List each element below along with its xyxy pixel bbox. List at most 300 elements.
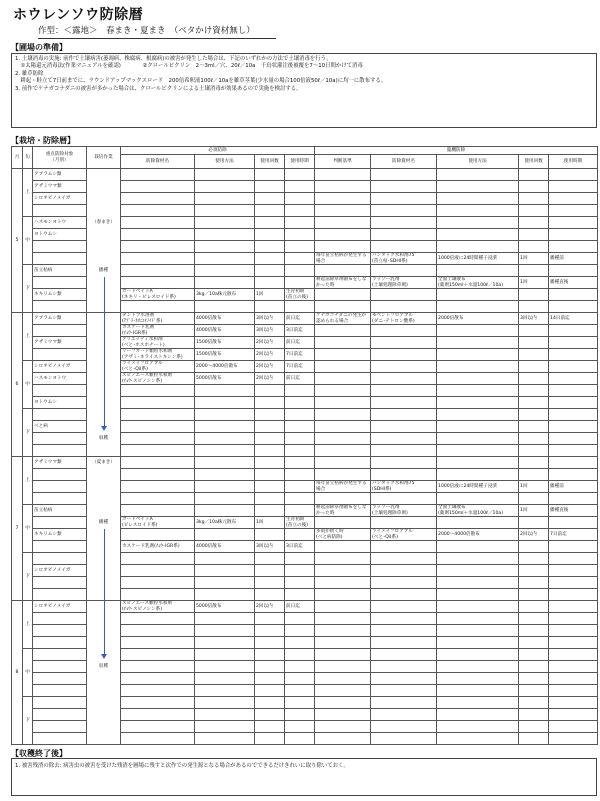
header-optional: 臨機防除 <box>315 147 598 155</box>
req-method-cell: 4000倍散布 <box>195 313 255 325</box>
opt-criteria-cell <box>315 601 371 613</box>
opt-method-cell <box>437 325 519 337</box>
opt-name-cell <box>371 625 437 637</box>
req-method-cell <box>195 385 255 397</box>
req-timing-cell <box>285 709 315 721</box>
opt-times-cell <box>519 229 549 241</box>
req-method-cell: 1500倍散布 <box>195 337 255 349</box>
prep-line: 2. 雑草防除 <box>15 70 44 77</box>
table-row <box>12 661 598 673</box>
opt-name-cell: ラッソー乳剤 (土壌処理除草剤) <box>371 277 437 289</box>
opt-method-cell <box>437 181 519 193</box>
req-name-cell <box>121 577 195 589</box>
opt-times-cell <box>519 493 549 505</box>
opt-name-cell <box>371 457 437 469</box>
header-opt-times: 使用回数 <box>519 155 549 169</box>
opt-method-cell <box>437 733 519 745</box>
req-timing-cell: 前日迄 <box>285 337 315 349</box>
opt-name-cell <box>371 517 437 529</box>
opt-timing-cell <box>549 169 598 181</box>
req-name-cell <box>121 265 195 277</box>
req-method-cell <box>195 613 255 625</box>
opt-method-cell <box>437 229 519 241</box>
opt-criteria-cell <box>315 625 371 637</box>
req-times-cell <box>255 613 285 625</box>
target-label: アザミウマ類 <box>33 181 87 193</box>
opt-name-cell <box>371 289 437 301</box>
req-times-cell <box>255 217 285 229</box>
opt-timing-cell <box>549 265 598 277</box>
opt-criteria-cell <box>315 565 371 577</box>
opt-criteria-cell <box>315 241 371 253</box>
req-times-cell <box>255 421 285 433</box>
opt-method-cell <box>437 601 519 613</box>
req-timing-cell <box>285 673 315 685</box>
req-timing-cell <box>285 457 315 469</box>
target-label: ハスモンヨトウ <box>33 373 87 385</box>
opt-method-cell: 1000倍液に24時間種子浸漬 <box>437 481 519 493</box>
work-label: 播種 <box>87 265 121 277</box>
opt-method-cell <box>437 421 519 433</box>
opt-method-cell <box>437 721 519 733</box>
opt-name-cell <box>371 661 437 673</box>
req-name-cell: ライメイフロアブル (べと･QiI系) <box>121 361 195 373</box>
opt-method-cell <box>437 565 519 577</box>
req-method-cell <box>195 205 255 217</box>
opt-timing-cell: 14日前迄 <box>549 313 598 325</box>
header-opt-timing: 使用時期 <box>549 155 598 169</box>
opt-timing-cell: 播種直後 <box>549 277 598 289</box>
opt-criteria-cell <box>315 721 371 733</box>
req-timing-cell <box>285 181 315 193</box>
opt-timing-cell <box>549 397 598 409</box>
req-name-cell: リーフガード顆粒水和剤 (アザミ･ネライストキシン系) <box>121 349 195 361</box>
req-times-cell <box>255 493 285 505</box>
opt-times-cell: 1回 <box>519 277 549 289</box>
req-times-cell: 2回以内 <box>255 337 285 349</box>
opt-criteria-cell <box>315 661 371 673</box>
table-row <box>12 265 598 277</box>
opt-timing-cell: 播種直後 <box>549 505 598 517</box>
header-req-times: 使用回数 <box>255 155 285 169</box>
opt-name-cell: モベントフロアブル (ダニ･テトロン酸系) <box>371 313 437 325</box>
work-label: （春まき） <box>87 217 121 229</box>
req-method-cell <box>195 529 255 541</box>
req-times-cell <box>255 205 285 217</box>
req-times-cell <box>255 301 285 313</box>
decade-cell: 上 <box>23 313 33 361</box>
work-cell <box>87 481 121 493</box>
target-label: べと病 <box>33 421 87 433</box>
req-name-cell <box>121 625 195 637</box>
opt-timing-cell <box>549 601 598 613</box>
opt-times-cell <box>519 673 549 685</box>
opt-method-cell: 2000～4000倍散布 <box>437 529 519 541</box>
opt-criteria-cell <box>315 337 371 349</box>
opt-method-cell <box>437 193 519 205</box>
opt-method-cell <box>437 289 519 301</box>
opt-name-cell <box>371 217 437 229</box>
opt-name-cell <box>371 601 437 613</box>
req-times-cell: 3回以内 <box>255 325 285 337</box>
table-row <box>12 613 598 625</box>
req-times-cell: 2回以内 <box>255 373 285 385</box>
req-timing-cell: 生育初期 (苗立の後) <box>285 289 315 301</box>
opt-timing-cell <box>549 373 598 385</box>
opt-name-cell <box>371 493 437 505</box>
req-method-cell <box>195 481 255 493</box>
opt-times-cell <box>519 565 549 577</box>
target-cell <box>33 553 87 565</box>
table-row <box>12 181 598 193</box>
opt-method-cell: 全面土壌散布 (薬剤150ml＋水量100ℓ／10a) <box>437 505 519 517</box>
req-name-cell: ガードベイトA (ピレスロイド系) <box>121 517 195 529</box>
opt-timing-cell <box>549 673 598 685</box>
table-row <box>12 649 598 661</box>
opt-times-cell <box>519 265 549 277</box>
work-cell <box>87 469 121 481</box>
opt-name-cell <box>371 205 437 217</box>
opt-timing-cell <box>549 301 598 313</box>
target-label: ヨトウムシ <box>33 229 87 241</box>
req-method-cell: 5000倍散布 <box>195 373 255 385</box>
target-cell <box>33 589 87 601</box>
prep-line: ①太陽還元消毒法(作業マニュアルを確認) ②クロールピクリン 2～3ml／穴、20ℓ／10a 千鳥状灌注後被覆を7～10日間かけて消毒 <box>15 63 363 70</box>
opt-timing-cell <box>549 433 598 445</box>
target-cell <box>33 613 87 625</box>
opt-timing-cell <box>549 349 598 361</box>
req-method-cell <box>195 265 255 277</box>
req-name-cell <box>121 277 195 289</box>
opt-name-cell <box>371 565 437 577</box>
work-cell <box>87 229 121 241</box>
after-line: 1. 被害残渣の除去: 病害虫の被害を受けた残渣を圃場に残すと次作での発生源となる場合があるのでできるだけきれいに取り除いておく。 <box>15 763 349 769</box>
req-timing-cell <box>285 433 315 445</box>
opt-criteria-cell: 多雨が続く時 (べと病防除) <box>315 529 371 541</box>
decade-cell: 下 <box>23 697 33 745</box>
req-name-cell <box>121 661 195 673</box>
target-label: シロオビノメイガ <box>33 193 87 205</box>
opt-method-cell <box>437 493 519 505</box>
req-method-cell <box>195 589 255 601</box>
target-cell <box>33 349 87 361</box>
work-cell <box>87 685 121 697</box>
after-heading: 【収穫終了後】 <box>11 749 67 758</box>
summer-arrow-head <box>101 654 107 659</box>
opt-times-cell <box>519 661 549 673</box>
opt-times-cell <box>519 373 549 385</box>
req-method-cell <box>195 397 255 409</box>
opt-name-cell <box>371 397 437 409</box>
req-name-cell: スピノエース顆粒水和剤 (ﾁｮｳ･スピノシン系) <box>121 601 195 613</box>
target-cell <box>33 733 87 745</box>
req-method-cell <box>195 229 255 241</box>
opt-method-cell <box>437 445 519 457</box>
req-name-cell: ダントツ水溶剤 (ｱﾌﾞﾗ･ﾈｵﾆｺﾁﾉｲﾄﾞ系) <box>121 313 195 325</box>
req-name-cell <box>121 613 195 625</box>
opt-criteria-cell <box>315 541 371 553</box>
table-row <box>12 577 598 589</box>
opt-name-cell <box>371 325 437 337</box>
opt-criteria-cell <box>315 637 371 649</box>
req-method-cell <box>195 697 255 709</box>
req-timing-cell <box>285 217 315 229</box>
req-method-cell <box>195 637 255 649</box>
opt-criteria-cell <box>315 709 371 721</box>
req-method-cell: 2000～4000倍散布 <box>195 361 255 373</box>
target-label: ネキリムシ類 <box>33 289 87 301</box>
opt-timing-cell <box>549 577 598 589</box>
opt-criteria-cell <box>315 325 371 337</box>
req-name-cell <box>121 673 195 685</box>
opt-times-cell <box>519 721 549 733</box>
header-decade: 旬 <box>23 147 33 169</box>
req-name-cell <box>121 217 195 229</box>
req-name-cell <box>121 493 195 505</box>
req-name-cell <box>121 457 195 469</box>
decade-cell: 下 <box>23 265 33 313</box>
opt-criteria-cell <box>315 349 371 361</box>
req-times-cell <box>255 253 285 265</box>
summer-arrow-line <box>104 529 105 654</box>
req-timing-cell <box>285 565 315 577</box>
req-method-cell <box>195 505 255 517</box>
req-name-cell <box>121 589 195 601</box>
work-cell <box>87 505 121 517</box>
opt-name-cell <box>371 721 437 733</box>
opt-method-cell <box>437 433 519 445</box>
opt-method-cell <box>437 205 519 217</box>
opt-name-cell <box>371 349 437 361</box>
table-row <box>12 565 598 577</box>
req-timing-cell <box>285 481 315 493</box>
req-timing-cell: 3日前迄 <box>285 541 315 553</box>
table-row <box>12 517 598 529</box>
opt-timing-cell <box>549 361 598 373</box>
target-cell <box>33 541 87 553</box>
opt-timing-cell <box>549 205 598 217</box>
target-label: ヨトウムシ <box>33 397 87 409</box>
req-name-cell <box>121 253 195 265</box>
opt-times-cell <box>519 409 549 421</box>
req-timing-cell <box>285 529 315 541</box>
table-row <box>12 733 598 745</box>
req-method-cell <box>195 241 255 253</box>
req-times-cell <box>255 625 285 637</box>
req-times-cell: 2回以内 <box>255 601 285 613</box>
req-times-cell <box>255 709 285 721</box>
req-times-cell <box>255 481 285 493</box>
req-name-cell: スピノエース顆粒水和剤 (ﾁｮｳ･スピノシン系) <box>121 373 195 385</box>
table-row <box>12 313 598 325</box>
opt-times-cell <box>519 349 549 361</box>
req-timing-cell <box>285 721 315 733</box>
month-cell: 7 <box>12 457 23 601</box>
opt-criteria-cell <box>315 181 371 193</box>
target-label: シロオビノメイガ <box>33 361 87 373</box>
req-method-cell <box>195 301 255 313</box>
opt-name-cell <box>371 385 437 397</box>
req-times-cell: 2回以内 <box>255 349 285 361</box>
decade-cell: 下 <box>23 553 33 601</box>
req-times-cell: 2回以内 <box>255 361 285 373</box>
target-cell <box>33 649 87 661</box>
table-row <box>12 589 598 601</box>
req-method-cell <box>195 433 255 445</box>
target-cell <box>33 301 87 313</box>
prep-heading: 【圃場の準備】 <box>11 43 67 52</box>
req-times-cell <box>255 445 285 457</box>
decade-cell: 上 <box>23 169 33 217</box>
target-label: アブラムシ類 <box>33 313 87 325</box>
opt-name-cell <box>371 733 437 745</box>
req-timing-cell <box>285 733 315 745</box>
opt-timing-cell <box>549 553 598 565</box>
opt-times-cell <box>519 697 549 709</box>
table-row <box>12 469 598 481</box>
work-label: （夏まき） <box>87 457 121 469</box>
req-method-cell <box>195 181 255 193</box>
req-timing-cell <box>285 697 315 709</box>
opt-times-cell <box>519 193 549 205</box>
table-row <box>12 697 598 709</box>
decade-cell: 中 <box>23 505 33 553</box>
prep-line: 耕起・畦立て7日前までに、ラウンドアップマックスロード 200倍希釈液100ℓ／10aを雑草茎葉(少水量の場合100倍液50ℓ／10a)に均一に散布する。 <box>15 78 387 85</box>
header-opt-method: 使用方法 <box>437 155 519 169</box>
work-cell <box>87 241 121 253</box>
req-times-cell <box>255 277 285 289</box>
opt-timing-cell <box>549 289 598 301</box>
table-row <box>12 253 598 265</box>
opt-times-cell: 1回 <box>519 253 549 265</box>
req-name-cell <box>121 637 195 649</box>
target-cell <box>33 277 87 289</box>
req-method-cell <box>195 469 255 481</box>
opt-name-cell <box>371 229 437 241</box>
opt-name-cell <box>371 373 437 385</box>
opt-method-cell: 1000倍液に24時間種子浸漬 <box>437 253 519 265</box>
opt-name-cell <box>371 649 437 661</box>
req-times-cell <box>255 529 285 541</box>
table-row <box>12 325 598 337</box>
req-name-cell <box>121 709 195 721</box>
opt-name-cell <box>371 697 437 709</box>
opt-method-cell: 2000倍散布 <box>437 313 519 325</box>
opt-criteria-cell <box>315 361 371 373</box>
opt-name-cell <box>371 169 437 181</box>
table-row <box>12 349 598 361</box>
opt-method-cell <box>437 457 519 469</box>
target-cell <box>33 433 87 445</box>
req-method-cell <box>195 553 255 565</box>
opt-criteria-cell <box>315 517 371 529</box>
opt-times-cell: 1回 <box>519 505 549 517</box>
req-name-cell <box>121 565 195 577</box>
req-name-cell <box>121 469 195 481</box>
opt-name-cell <box>371 589 437 601</box>
opt-times-cell <box>519 541 549 553</box>
opt-times-cell <box>519 337 549 349</box>
opt-times-cell <box>519 709 549 721</box>
req-method-cell: 4000倍散布 <box>195 325 255 337</box>
target-cell <box>33 253 87 265</box>
req-timing-cell <box>285 553 315 565</box>
table-row <box>12 361 598 373</box>
table-row <box>12 421 598 433</box>
req-method-cell: 4000倍散布 <box>195 541 255 553</box>
opt-criteria-cell <box>315 229 371 241</box>
opt-method-cell: 全面土壌散布 (薬剤150ml＋水量100ℓ／10a) <box>437 277 519 289</box>
req-method-cell <box>195 409 255 421</box>
table-row <box>12 397 598 409</box>
opt-name-cell <box>371 541 437 553</box>
table-row <box>12 625 598 637</box>
opt-timing-cell <box>549 661 598 673</box>
opt-name-cell <box>371 685 437 697</box>
req-method-cell <box>195 421 255 433</box>
opt-times-cell <box>519 181 549 193</box>
req-times-cell <box>255 553 285 565</box>
target-cell <box>33 661 87 673</box>
table-row <box>12 169 598 181</box>
opt-timing-cell <box>549 709 598 721</box>
opt-method-cell <box>437 265 519 277</box>
target-cell <box>33 481 87 493</box>
opt-times-cell <box>519 433 549 445</box>
opt-name-cell <box>371 553 437 565</box>
opt-method-cell <box>437 637 519 649</box>
opt-criteria-cell <box>315 193 371 205</box>
opt-name-cell <box>371 301 437 313</box>
opt-criteria-cell <box>315 589 371 601</box>
req-timing-cell <box>285 685 315 697</box>
req-times-cell <box>255 229 285 241</box>
opt-criteria-cell: 毎年苗立枯病が発生する場合 <box>315 481 371 493</box>
opt-times-cell <box>519 397 549 409</box>
work-cell <box>87 721 121 733</box>
req-times-cell <box>255 661 285 673</box>
opt-criteria-cell: 毎年苗立枯病が発生する場合 <box>315 253 371 265</box>
work-cell <box>87 169 121 181</box>
req-method-cell <box>195 685 255 697</box>
req-timing-cell <box>285 169 315 181</box>
table-row <box>12 505 598 517</box>
opt-criteria-cell <box>315 421 371 433</box>
req-times-cell <box>255 469 285 481</box>
opt-timing-cell: 播種前 <box>549 481 598 493</box>
opt-method-cell <box>437 661 519 673</box>
table-row <box>12 721 598 733</box>
req-name-cell <box>121 529 195 541</box>
opt-times-cell <box>519 289 549 301</box>
req-timing-cell <box>285 193 315 205</box>
opt-timing-cell <box>549 457 598 469</box>
opt-method-cell <box>437 373 519 385</box>
req-timing-cell <box>285 649 315 661</box>
req-times-cell <box>255 409 285 421</box>
opt-name-cell <box>371 421 437 433</box>
req-method-cell <box>195 577 255 589</box>
req-method-cell <box>195 493 255 505</box>
target-cell <box>33 517 87 529</box>
req-times-cell <box>255 733 285 745</box>
req-timing-cell <box>285 505 315 517</box>
opt-name-cell: ライメイフロアブル (べと･QiI系) <box>371 529 437 541</box>
opt-method-cell <box>437 169 519 181</box>
req-times-cell <box>255 265 285 277</box>
opt-name-cell <box>371 241 437 253</box>
req-name-cell <box>121 433 195 445</box>
